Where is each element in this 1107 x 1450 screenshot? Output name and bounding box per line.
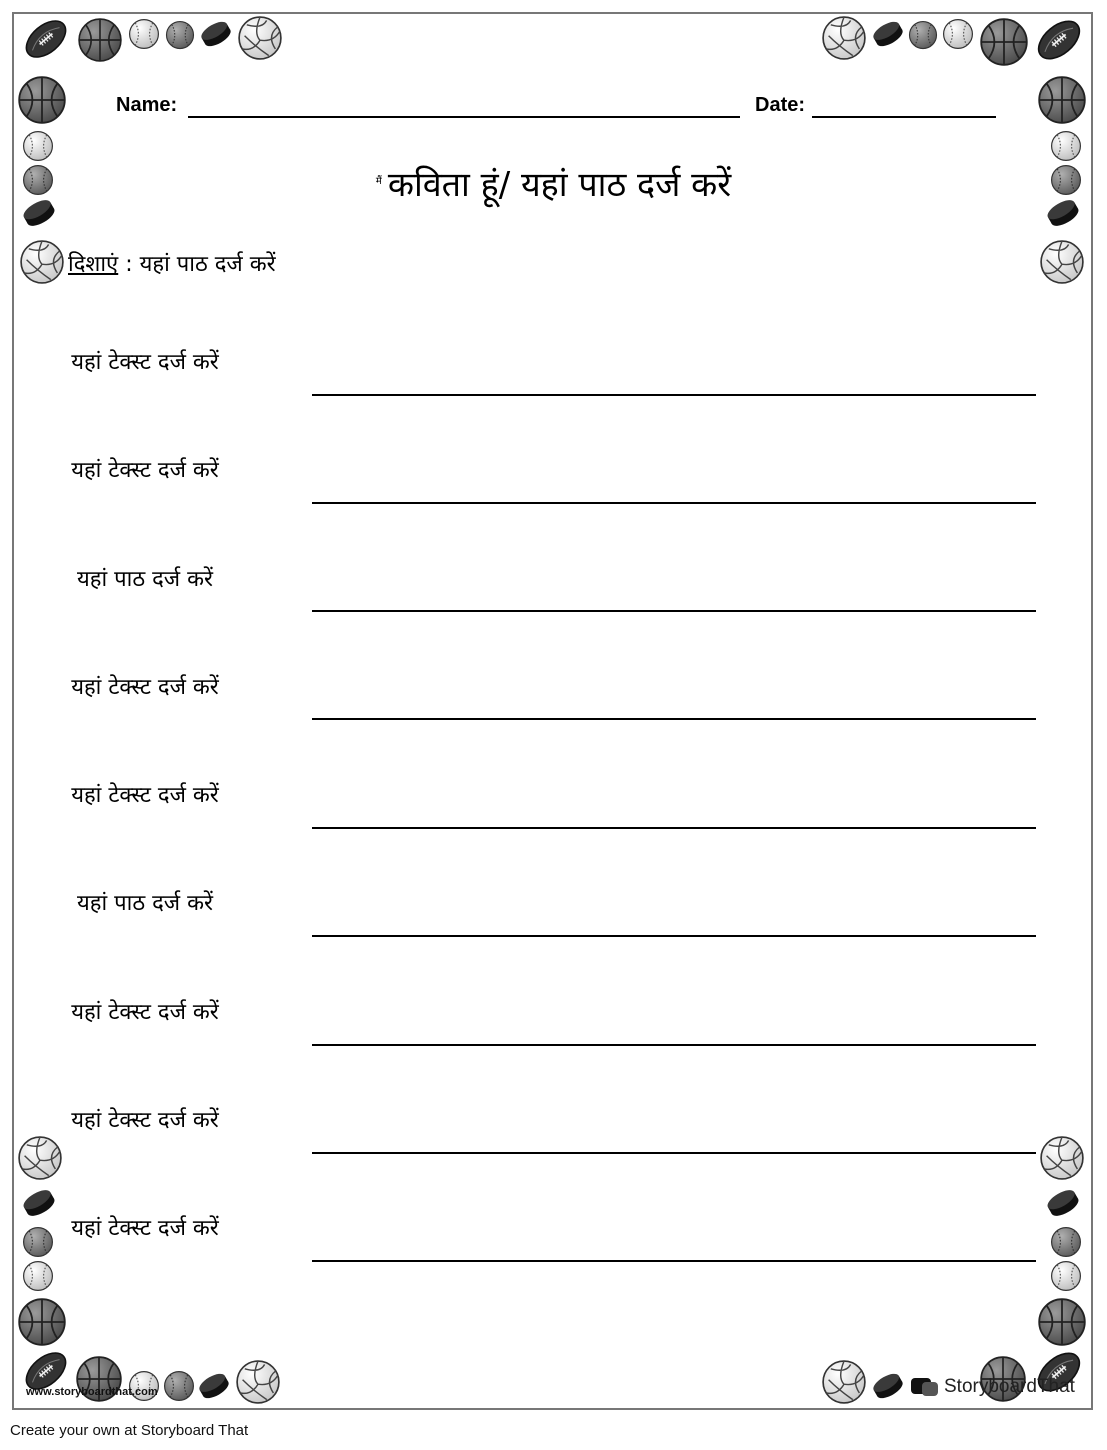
baseball-icon — [22, 1260, 54, 1292]
hockey-puck-icon — [198, 20, 234, 48]
directions-label: दिशाएं — [68, 252, 119, 277]
volleyball-icon — [20, 240, 64, 284]
answer-line[interactable] — [312, 1044, 1036, 1046]
basketball-icon — [18, 1298, 66, 1346]
volleyball-icon — [238, 16, 282, 60]
volleyball-icon — [236, 1360, 280, 1404]
basketball-icon — [78, 18, 122, 62]
title-text: कविता हूं/ यहां पाठ दर्ज करें — [387, 165, 732, 205]
volleyball-icon — [822, 16, 866, 60]
hockey-puck-icon — [870, 1372, 906, 1400]
row-label: यहां पाठ दर्ज करें — [77, 891, 213, 916]
baseball-icon — [128, 18, 160, 50]
page-border — [12, 12, 1093, 1410]
watermark-brand-text: StoryboardThat — [944, 1376, 1075, 1397]
hockey-puck-icon — [870, 20, 906, 48]
watermark-site: www.storyboardthat.com — [26, 1386, 158, 1398]
row-label: यहां टेक्स्ट दर्ज करें — [71, 350, 219, 375]
football-icon — [1032, 18, 1086, 62]
baseball-icon — [165, 20, 195, 50]
baseball-icon — [942, 18, 974, 50]
answer-line[interactable] — [312, 394, 1036, 396]
baseball-icon — [1050, 130, 1082, 162]
row-label: यहां टेक्स्ट दर्ज करें — [71, 1216, 219, 1241]
baseball-icon — [1050, 1226, 1082, 1258]
answer-line[interactable] — [312, 1152, 1036, 1154]
storyboard-logo-icon — [910, 1376, 940, 1398]
basketball-icon — [1038, 76, 1086, 124]
baseball-icon — [22, 130, 54, 162]
hockey-puck-icon — [1044, 1188, 1082, 1218]
date-label: Date: — [755, 94, 806, 116]
answer-line[interactable] — [312, 610, 1036, 612]
baseball-icon — [908, 20, 938, 50]
answer-line[interactable] — [312, 827, 1036, 829]
baseball-icon — [163, 1370, 195, 1402]
hockey-puck-icon — [196, 1372, 232, 1400]
answer-line[interactable] — [312, 718, 1036, 720]
basketball-icon — [18, 76, 66, 124]
directions — [68, 248, 276, 278]
basketball-icon — [980, 18, 1028, 66]
basketball-icon — [1038, 1298, 1086, 1346]
volleyball-icon — [822, 1360, 866, 1404]
footer-text: Create your own at Storyboard That — [10, 1422, 249, 1439]
directions-text: यहां पाठ दर्ज करें — [139, 252, 276, 277]
name-line[interactable] — [188, 116, 740, 118]
volleyball-icon — [18, 1136, 62, 1180]
row-label: यहां टेक्स्ट दर्ज करें — [71, 458, 219, 483]
volleyball-icon — [1040, 1136, 1084, 1180]
football-icon — [20, 18, 72, 60]
date-line[interactable] — [812, 116, 996, 118]
answer-line[interactable] — [312, 1260, 1036, 1262]
row-label: यहां पाठ दर्ज करें — [77, 567, 213, 592]
page-title — [0, 160, 1107, 206]
title-prefix: मैं — [375, 176, 382, 187]
row-label: यहां टेक्स्ट दर्ज करें — [71, 1000, 219, 1025]
name-label: Name: — [116, 94, 178, 116]
row-label: यहां टेक्स्ट दर्ज करें — [71, 675, 219, 700]
row-label: यहां टेक्स्ट दर्ज करें — [71, 1108, 219, 1133]
answer-line[interactable] — [312, 935, 1036, 937]
directions-separator: : — [118, 252, 140, 277]
baseball-icon — [1050, 1260, 1082, 1292]
watermark-brand — [910, 1374, 1075, 1400]
answer-line[interactable] — [312, 502, 1036, 504]
row-label: यहां टेक्स्ट दर्ज करें — [71, 783, 219, 808]
volleyball-icon — [1040, 240, 1084, 284]
